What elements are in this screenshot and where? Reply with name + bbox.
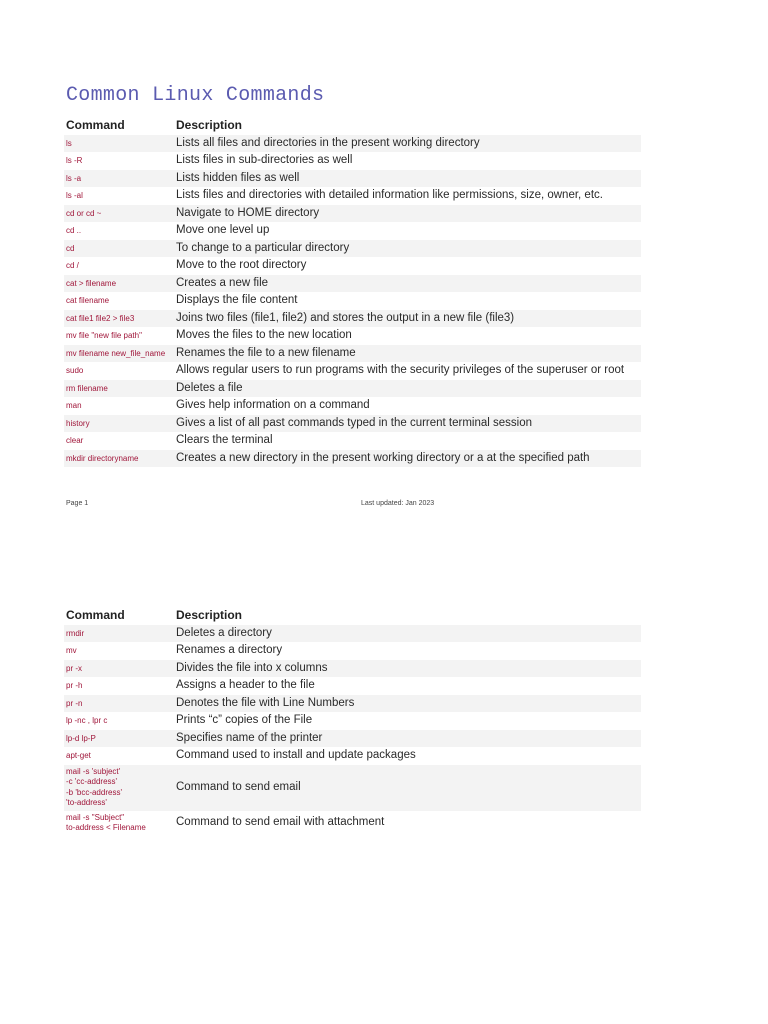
table-row bbox=[64, 362, 641, 380]
table-header-row bbox=[64, 607, 641, 625]
table-row bbox=[64, 170, 641, 188]
command-cell: ls -a bbox=[64, 170, 174, 188]
description-column-header: Description bbox=[176, 608, 243, 622]
description-cell: Renames a directory bbox=[176, 644, 283, 656]
command-cell: sudo bbox=[66, 366, 84, 375]
description-cell: Lists files and directories with detailed information like permissions, size, owner, etc. bbox=[176, 189, 603, 201]
description-cell: Deletes a file bbox=[174, 380, 641, 398]
command-cell: mkdir directoryname bbox=[64, 450, 174, 468]
table-row bbox=[64, 222, 641, 240]
table-header-row bbox=[64, 117, 641, 135]
command-cell: history bbox=[64, 415, 174, 433]
table-row bbox=[64, 275, 641, 293]
description-cell: Creates a new file bbox=[174, 275, 641, 293]
command-cell: lp-d lp-P bbox=[64, 730, 174, 748]
description-cell: Prints “c” copies of the File bbox=[176, 714, 313, 726]
command-cell: ls -R bbox=[66, 156, 83, 165]
description-cell: Renames the file to a new filename bbox=[174, 345, 641, 363]
commands-table-2 bbox=[64, 607, 641, 836]
table-row bbox=[64, 240, 641, 258]
description-cell: Creates a new directory in the present working directory or a at the specified path bbox=[174, 450, 641, 468]
table-row bbox=[64, 345, 641, 363]
description-cell: Divides the file into x columns bbox=[174, 660, 641, 678]
command-cell: cat > filename bbox=[64, 275, 174, 293]
command-cell: rmdir bbox=[64, 625, 174, 643]
page-number: Page 1 bbox=[66, 500, 89, 507]
command-cell: rm filename bbox=[64, 380, 174, 398]
command-cell: cat filename bbox=[66, 296, 110, 305]
command-cell: cd or cd ~ bbox=[64, 205, 174, 223]
commands-table-1 bbox=[64, 117, 641, 467]
description-cell: Gives a list of all past commands typed in the current terminal session bbox=[174, 415, 641, 433]
command-cell: clear bbox=[66, 436, 84, 445]
last-updated: Last updated: Jan 2023 bbox=[361, 500, 435, 507]
description-cell: Denotes the file with Line Numbers bbox=[174, 695, 641, 713]
description-column-header: Description bbox=[176, 118, 243, 132]
command-cell: ls bbox=[64, 135, 174, 153]
command-cell: cd / bbox=[66, 261, 79, 270]
description-cell: Move to the root directory bbox=[176, 259, 307, 271]
table-row bbox=[64, 292, 641, 310]
description-cell: Specifies name of the printer bbox=[174, 730, 641, 748]
table-row bbox=[64, 625, 641, 643]
table-row bbox=[64, 660, 641, 678]
command-column-header: Command bbox=[66, 608, 125, 622]
description-cell: To change to a particular directory bbox=[174, 240, 641, 258]
command-cell: lp -nc , lpr c bbox=[66, 716, 108, 725]
table-row bbox=[64, 747, 641, 765]
table-row bbox=[64, 712, 641, 730]
command-cell: cd bbox=[64, 240, 174, 258]
table-row bbox=[64, 811, 641, 836]
table-row bbox=[64, 257, 641, 275]
description-cell: Lists all files and directories in the present working directory bbox=[174, 135, 641, 153]
description-cell: Clears the terminal bbox=[176, 434, 273, 446]
table-row bbox=[64, 677, 641, 695]
description-cell: Moves the files to the new location bbox=[176, 329, 352, 341]
description-cell: Lists hidden files as well bbox=[174, 170, 641, 188]
command-cell: pr -h bbox=[66, 681, 83, 690]
command-cell: mv bbox=[66, 646, 77, 655]
command-cell: mv file "new file path" bbox=[66, 331, 142, 340]
command-cell: cat file1 file2 > file3 bbox=[64, 310, 174, 328]
page-title: Common Linux Commands bbox=[66, 84, 325, 107]
description-cell: Command used to install and update packages bbox=[176, 749, 416, 761]
description-cell: Move one level up bbox=[176, 224, 270, 236]
table-row bbox=[64, 642, 641, 660]
description-cell: Displays the file content bbox=[176, 294, 298, 306]
table-row bbox=[64, 152, 641, 170]
table-row bbox=[64, 380, 641, 398]
table-row bbox=[64, 135, 641, 153]
command-cell: man bbox=[66, 401, 82, 410]
command-cell: ls -al bbox=[66, 191, 83, 200]
command-cell: cd .. bbox=[66, 226, 82, 235]
description-cell: Allows regular users to run programs with the security privileges of the superuser or root bbox=[176, 364, 625, 376]
description-cell: Command to send email bbox=[174, 765, 641, 811]
table-row bbox=[64, 432, 641, 450]
command-cell: mail -s "Subject" to-address < Filename bbox=[66, 812, 146, 832]
table-row bbox=[64, 327, 641, 345]
description-cell: Gives help information on a command bbox=[176, 399, 370, 411]
description-cell: Assigns a header to the file bbox=[176, 679, 315, 691]
command-column-header: Command bbox=[66, 118, 125, 132]
description-cell: Deletes a directory bbox=[174, 625, 641, 643]
table-row bbox=[64, 695, 641, 713]
command-cell: pr -n bbox=[64, 695, 174, 713]
description-cell: Lists files in sub-directories as well bbox=[176, 154, 353, 166]
table-row bbox=[64, 765, 641, 811]
table-row bbox=[64, 730, 641, 748]
table-row bbox=[64, 310, 641, 328]
command-cell: apt-get bbox=[66, 751, 91, 760]
table-row bbox=[64, 187, 641, 205]
description-cell: Joins two files (file1, file2) and stores the output in a new file (file3) bbox=[174, 310, 641, 328]
command-cell: mv filename new_file_name bbox=[64, 345, 174, 363]
table-row bbox=[64, 205, 641, 223]
command-cell: mail -s 'subject' -c 'cc-address' -b 'bcc-address' 'to-address' bbox=[64, 765, 174, 811]
description-cell: Navigate to HOME directory bbox=[174, 205, 641, 223]
table-row bbox=[64, 415, 641, 433]
description-cell: Command to send email with attachment bbox=[176, 816, 385, 829]
command-cell: pr -x bbox=[64, 660, 174, 678]
table-row bbox=[64, 450, 641, 468]
table-row bbox=[64, 397, 641, 415]
